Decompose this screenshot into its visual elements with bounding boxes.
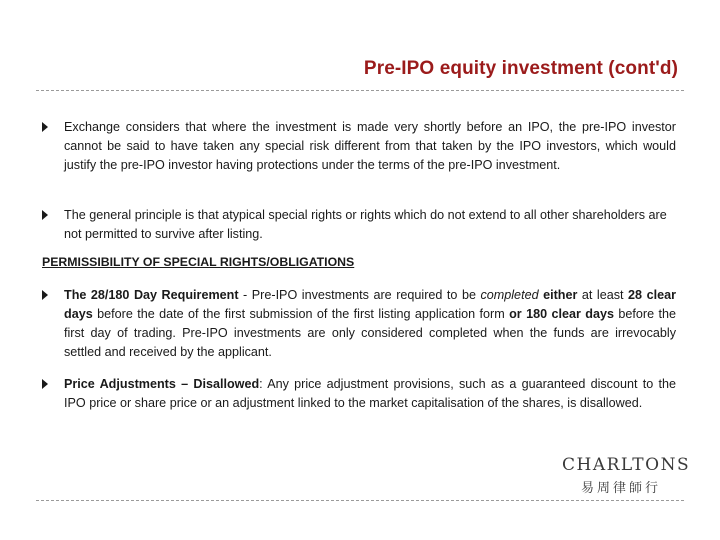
top-divider <box>36 90 684 91</box>
bullet-text: Exchange considers that where the investment is made very shortly before an IPO, the pre-IPO investor cannot be said to have taken any special risk different from that taken by the IPO investors, which would justify the pre-IPO investor having protections under the terms of the pre-IPO investment. <box>64 120 676 172</box>
emphasis: or <box>509 307 522 321</box>
emphasis: completed <box>480 288 539 302</box>
list-item <box>42 118 676 175</box>
triangle-bullet-icon <box>42 210 48 220</box>
page-title: Pre-IPO equity investment (cont'd) <box>363 58 678 79</box>
emphasis: 28 clear days <box>64 288 676 321</box>
list-item <box>42 206 676 244</box>
text-run: before the first day of trading. Pre-IPO investments are only considered completed when the funds are irrevocably settled and received by the applicant. <box>64 307 676 359</box>
charltons-logo <box>562 455 691 496</box>
text-run: - Pre-IPO investments are required to be <box>238 288 481 302</box>
emphasis: 180 clear days <box>521 307 614 321</box>
bullet-heading: Price Adjustments – Disallowed <box>64 377 260 391</box>
logo-name: CHARLTONS <box>562 455 691 475</box>
list-item <box>42 375 676 413</box>
triangle-bullet-icon <box>42 379 48 389</box>
bullet-text <box>64 375 676 413</box>
text-run: : Any price adjustment provisions, such as a guaranteed discount to the IPO price or share price or an adjustment linked to the market capitalisation of the shares, is disallowed. <box>64 377 676 410</box>
emphasis: either <box>538 288 578 302</box>
triangle-bullet-icon <box>42 122 48 132</box>
bullet-text: The general principle is that atypical special rights or rights which do not extend to all other shareholders are not permitted to survive after listing. <box>64 208 667 241</box>
logo-chinese-name: 易周律師行 <box>580 481 661 496</box>
bullet-text <box>64 286 676 362</box>
list-item <box>42 286 676 362</box>
bullet-heading: The 28/180 Day Requirement <box>64 288 239 302</box>
section-heading: PERMISSIBILITY OF SPECIAL RIGHTS/OBLIGATIONS <box>42 255 355 269</box>
text-run: at least <box>577 288 629 302</box>
bottom-divider <box>36 500 684 501</box>
triangle-bullet-icon <box>42 290 48 300</box>
text-run: before the date of the first submission of the first listing application form <box>92 307 510 321</box>
